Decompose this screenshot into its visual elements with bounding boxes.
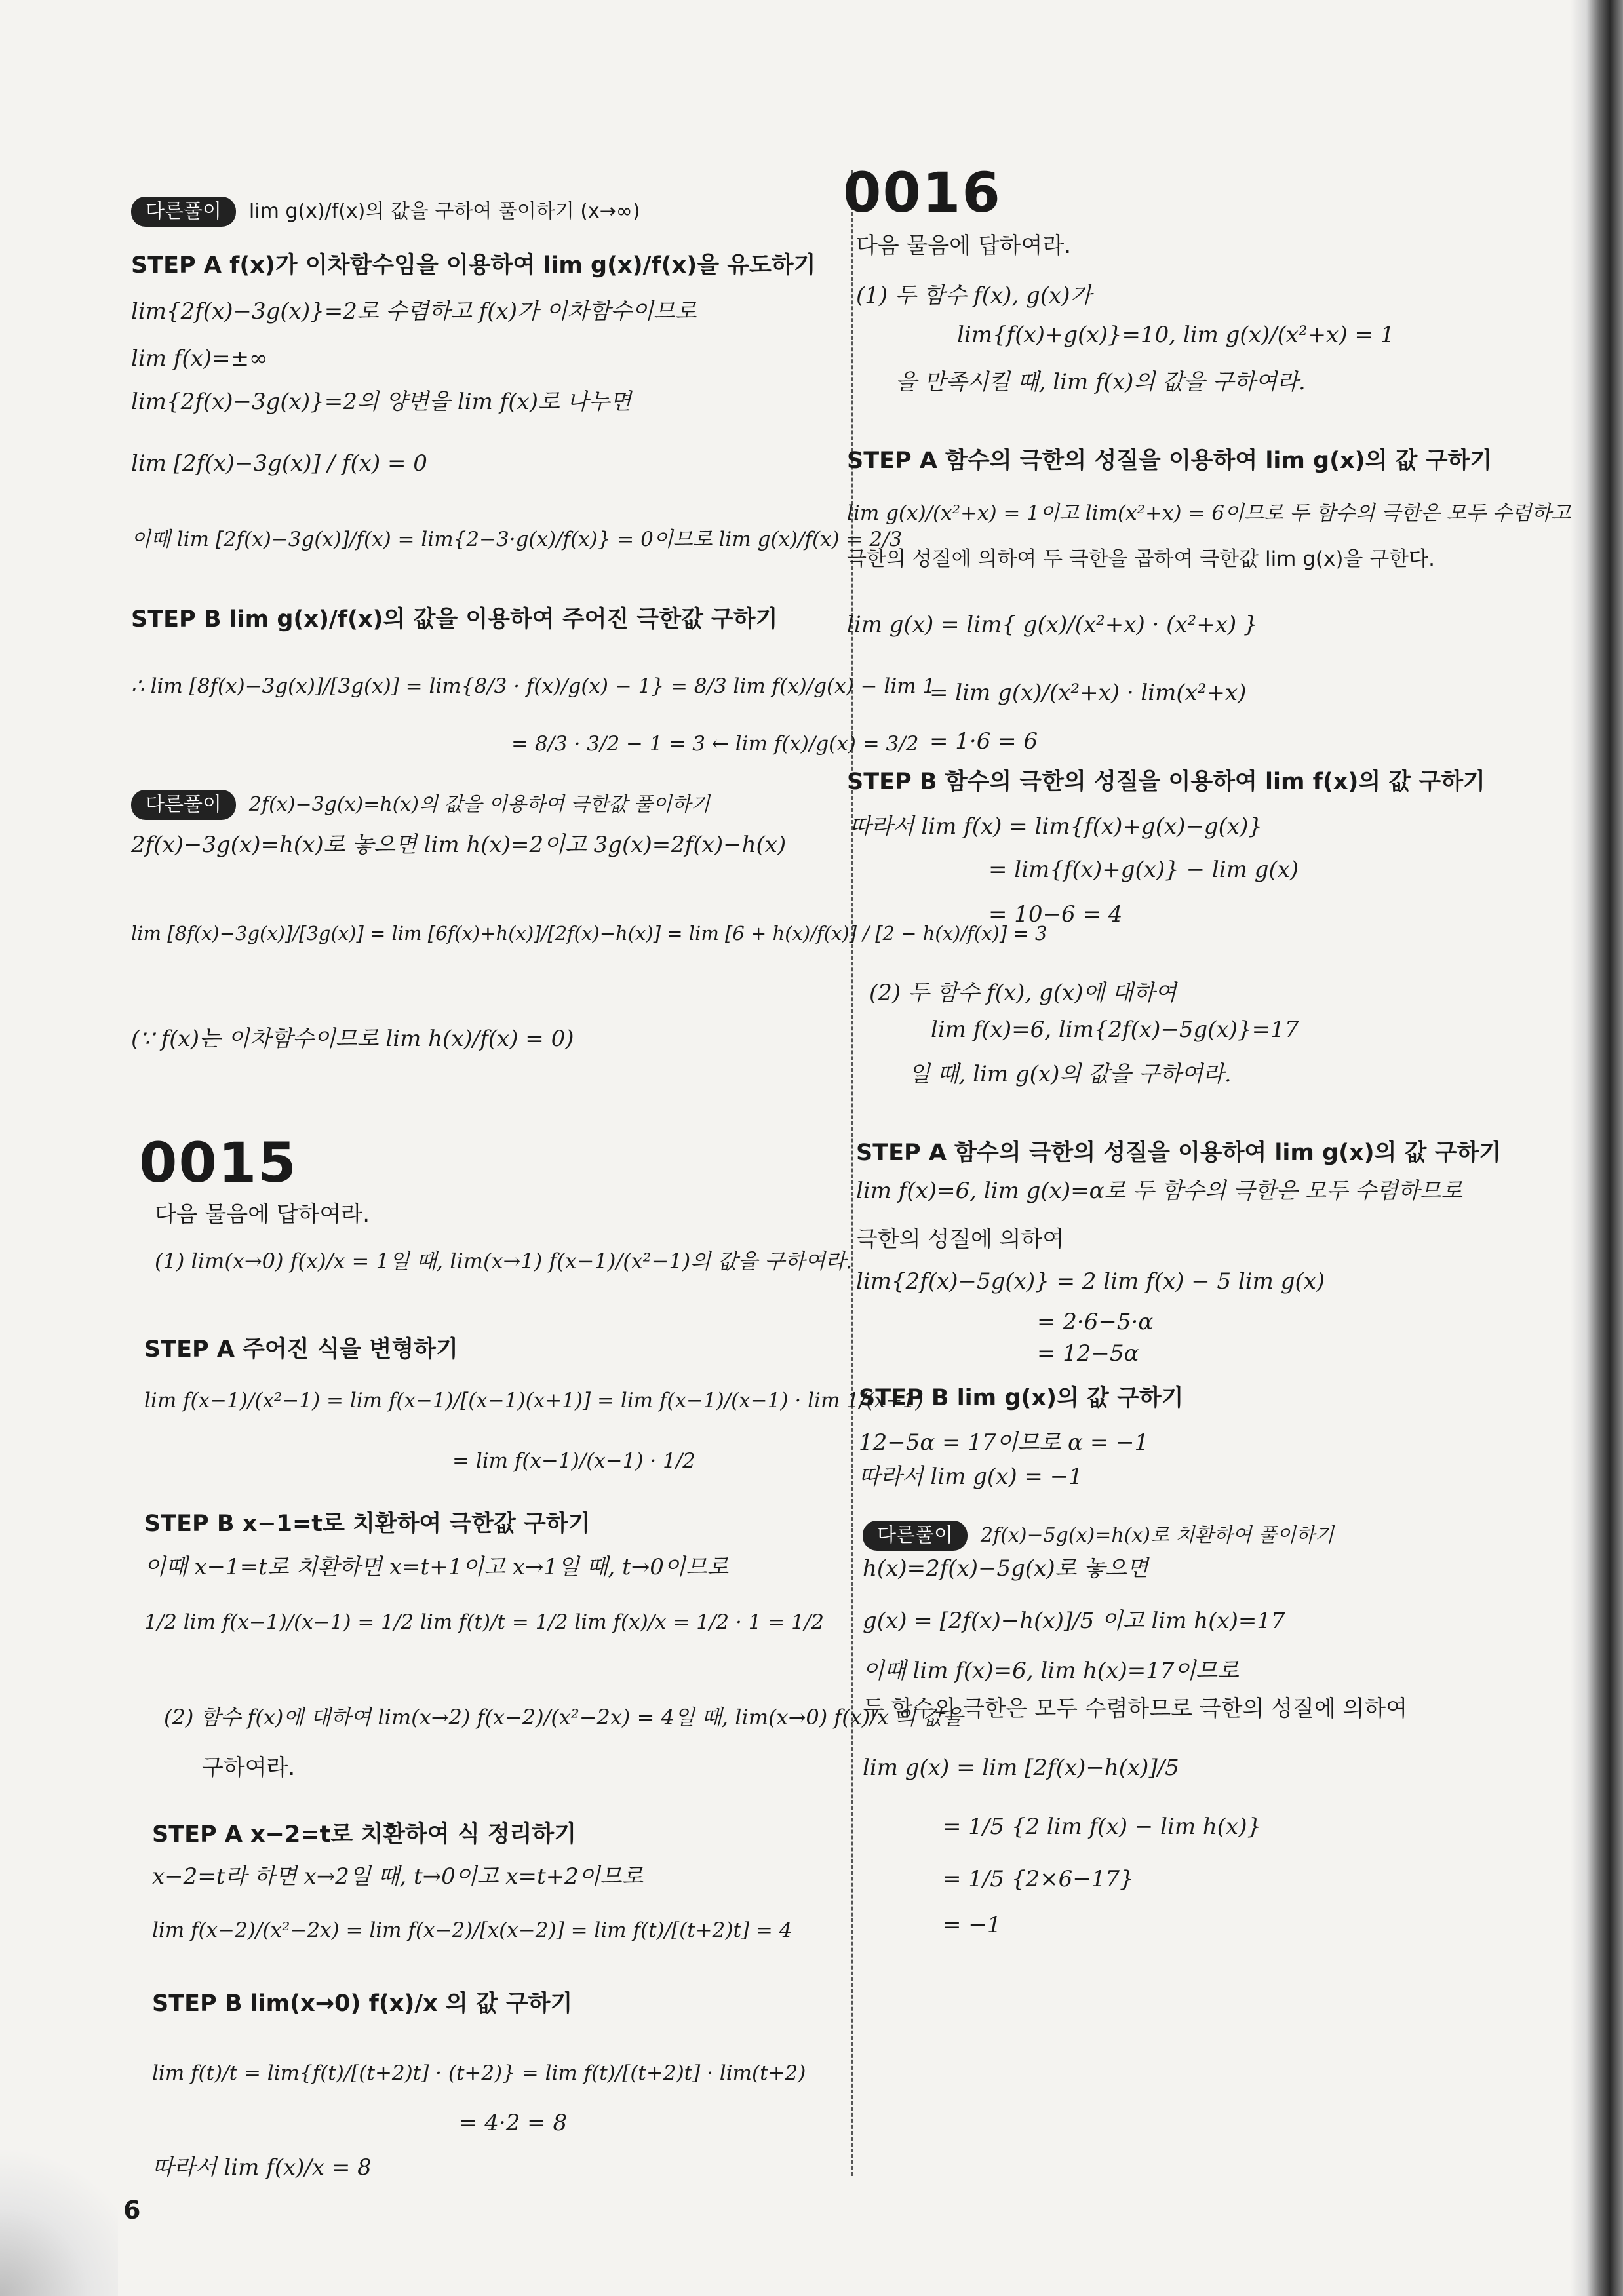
formula-line: = 10−6 = 4	[988, 901, 1123, 927]
formula-line: = lim{f(x)+g(x)} − lim g(x)	[988, 857, 1299, 883]
text-line: 2f(x)−3g(x)=h(x)로 놓으면 lim h(x)=2이고 3g(x)=2f(x)−h(x)	[131, 832, 787, 858]
alt-solution-header	[131, 197, 640, 227]
formula-line: lim f(x−2)/(x²−2x) = lim f(x−2)/[x(x−2)] = lim f(t)/[(t+2)t] = 4	[152, 1918, 792, 1942]
q2-step-a-title: STEP A 함수의 극한의 성질을 이용하여 lim g(x)의 값 구하기	[856, 1140, 1502, 1166]
text-line: lim{2f(x)−3g(x)}=2의 양변을 lim f(x)로 나누면	[131, 389, 632, 415]
alt-solution-title: 2f(x)−3g(x)=h(x)의 값을 이용하여 극한값 풀이하기	[248, 793, 710, 816]
formula-line: 1/2 lim f(x−1)/(x−1) = 1/2 lim f(t)/t = 1/2 lim f(x)/x = 1/2 · 1 = 1/2	[144, 1610, 825, 1634]
formula-line: 12−5α = 17이므로 α = −1	[859, 1430, 1149, 1456]
question-1-condition: lim{f(x)+g(x)}=10, lim g(x)/(x²+x) = 1	[957, 322, 1395, 348]
alt-solution-title: 2f(x)−5g(x)=h(x)로 치환하여 풀이하기	[980, 1524, 1334, 1547]
formula-line: = lim f(x−1)/(x−1) · 1/2	[452, 1449, 696, 1473]
alt-solution-pill: 다른풀이	[131, 790, 236, 820]
text-line: x−2=t라 하면 x→2일 때, t→0이고 x=t+2이므로	[152, 1863, 644, 1890]
problem-number-0015: 0015	[139, 1131, 298, 1195]
text-line: 극한의 성질에 의하여 두 극한을 곱하여 극한값 lim g(x)을 구한다.	[847, 547, 1435, 571]
formula-line: 따라서 lim f(x) = lim{f(x)+g(x)−g(x)}	[850, 813, 1262, 840]
formula-line: 이때 lim [2f(x)−3g(x)]/f(x) = lim{2−3·g(x)/f(x)} = 0이므로 lim g(x)/f(x) = 2/3	[131, 528, 903, 551]
page-corner-shadow	[0, 2139, 118, 2296]
formula-line: = 1·6 = 6	[929, 728, 1038, 754]
conclusion-line: 따라서 lim g(x) = −1	[859, 1464, 1083, 1490]
problem-intro: 다음 물음에 답하여라.	[155, 1201, 370, 1228]
formula-line: = lim g(x)/(x²+x) · lim(x²+x)	[929, 680, 1247, 706]
alt-solution-title: lim g(x)/f(x)의 값을 구하여 풀이하기 (x→∞)	[248, 200, 640, 223]
q2-step-a-title: STEP A x−2=t로 치환하여 식 정리하기	[152, 1821, 577, 1848]
problem-number-0016: 0016	[843, 161, 1002, 225]
text-line: 극한의 성질에 의하여	[856, 1226, 1065, 1253]
formula-line: = −1	[943, 1912, 1002, 1938]
formula-line: g(x) = [2f(x)−h(x)]/5 이고 lim h(x)=17	[863, 1608, 1285, 1634]
page-number: 6	[123, 2196, 141, 2225]
text-line: 이때 x−1=t로 치환하면 x=t+1이고 x→1일 때, t→0이므로	[144, 1554, 729, 1580]
question-2: (2) 두 함수 f(x), g(x)에 대하여	[869, 980, 1177, 1006]
text-line: 두 함수의 극한은 모두 수렴하므로 극한의 성질에 의하여	[863, 1696, 1408, 1722]
formula-line: lim g(x) = lim{ g(x)/(x²+x) · (x²+x) }	[847, 612, 1258, 638]
question-1: (1) lim(x→0) f(x)/x = 1일 때, lim(x→1) f(x−1)/(x²−1)의 값을 구하여라.	[155, 1249, 853, 1274]
formula-line: lim{2f(x)−5g(x)} = 2 lim f(x) − 5 lim g(x)	[856, 1268, 1325, 1294]
text-line: 이때 lim f(x)=6, lim h(x)=17이므로	[863, 1658, 1239, 1684]
alt-solution-pill: 다른풀이	[131, 197, 236, 227]
formula-line: = 1/5 {2 lim f(x) − lim h(x)}	[943, 1814, 1262, 1840]
formula-line: = 4·2 = 8	[459, 2110, 568, 2136]
formula-line: lim f(x−1)/(x²−1) = lim f(x−1)/[(x−1)(x+1)] = lim f(x−1)/(x−1) · lim 1/(x+1)	[144, 1389, 924, 1412]
text-line: lim{2f(x)−3g(x)}=2로 수렴하고 f(x)가 이차함수이므로	[131, 298, 697, 324]
formula-line: lim [2f(x)−3g(x)] / f(x) = 0	[131, 450, 427, 477]
text-line: lim f(x)=6, lim g(x)=α로 두 함수의 극한은 모두 수렴하므로	[856, 1178, 1463, 1204]
text-line: lim g(x)/(x²+x) = 1이고 lim(x²+x) = 6이므로 두 함수의 극한은 모두 수렴하고	[847, 501, 1571, 525]
alt-solution-pill: 다른풀이	[863, 1521, 968, 1551]
formula-line: = 12−5α	[1037, 1340, 1139, 1367]
q1-step-a-title: STEP A 함수의 극한의 성질을 이용하여 lim g(x)의 값 구하기	[847, 448, 1493, 474]
question-2-ask: 일 때, lim g(x)의 값을 구하여라.	[909, 1061, 1232, 1087]
q1-step-a-title: STEP A 주어진 식을 변형하기	[144, 1336, 458, 1363]
q1-step-b-title: STEP B 함수의 극한의 성질을 이용하여 lim f(x)의 값 구하기	[847, 769, 1485, 795]
q2-step-b-title: STEP B lim(x→0) f(x)/x 의 값 구하기	[152, 1991, 573, 2017]
question-1: (1) 두 함수 f(x), g(x)가	[856, 282, 1092, 309]
conclusion-line: 따라서 lim f(x)/x = 8	[152, 2154, 372, 2181]
q2-step-b-title: STEP B lim g(x)의 값 구하기	[859, 1385, 1184, 1411]
step-a-title: STEP A f(x)가 이차함수임을 이용하여 lim g(x)/f(x)을 유도하기	[131, 252, 816, 279]
text-line: (∵ f(x)는 이차함수이므로 lim h(x)/f(x) = 0)	[131, 1026, 574, 1052]
page-edge-shadow	[1571, 0, 1623, 2296]
alt-solution-header	[863, 1521, 1334, 1551]
step-b-title: STEP B lim g(x)/f(x)의 값을 이용하여 주어진 극한값 구하기	[131, 606, 778, 632]
formula-line: lim f(t)/t = lim{f(t)/[(t+2)t] · (t+2)} = lim f(t)/[(t+2)t] · lim(t+2)	[152, 2061, 806, 2085]
question-2-cont: 구하여라.	[202, 1755, 296, 1781]
question-1-ask: 을 만족시킬 때, lim f(x)의 값을 구하여라.	[895, 369, 1306, 395]
formula-line: ∴ lim [8f(x)−3g(x)]/[3g(x)] = lim{8/3 · f(x)/g(x) − 1} = 8/3 lim f(x)/g(x) − lim 1	[131, 674, 936, 698]
formula-line: lim [8f(x)−3g(x)]/[3g(x)] = lim [6f(x)+h(x)]/[2f(x)−h(x)] = lim [6 + h(x)/f(x)] / [2 − h(x)/f(x)] = 3	[131, 922, 1047, 944]
problem-intro: 다음 물음에 답하여라.	[856, 233, 1072, 259]
formula-line: lim g(x) = lim [2f(x)−h(x)]/5	[863, 1755, 1179, 1781]
formula-line: = 8/3 · 3/2 − 1 = 3 ← lim f(x)/g(x) = 3/2	[511, 732, 919, 756]
question-2-condition: lim f(x)=6, lim{2f(x)−5g(x)}=17	[931, 1017, 1299, 1043]
alt-solution-2-header	[131, 790, 710, 820]
text-line: h(x)=2f(x)−5g(x)로 놓으면	[863, 1555, 1148, 1582]
formula-line: = 1/5 {2×6−17}	[943, 1866, 1134, 1892]
q1-step-b-title: STEP B x−1=t로 치환하여 극한값 구하기	[144, 1511, 591, 1537]
text-line: lim f(x)=±∞	[131, 345, 268, 372]
question-2: (2) 함수 f(x)에 대하여 lim(x→2) f(x−2)/(x²−2x) = 4일 때, lim(x→0) f(x)/x 의 값을	[164, 1705, 964, 1730]
formula-line: = 2·6−5·α	[1037, 1309, 1154, 1335]
